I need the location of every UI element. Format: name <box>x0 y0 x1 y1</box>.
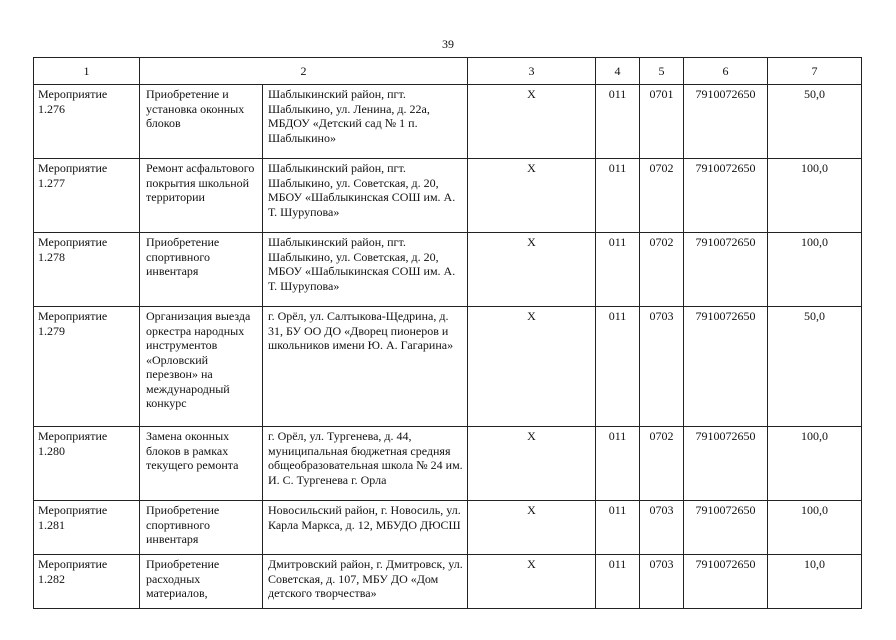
marker-cell: Х <box>468 501 596 555</box>
marker-cell: Х <box>468 159 596 233</box>
address-cell: Дмитровский район, г. Дмитровск, ул. Советская, д. 107, МБУ ДО «Дом детского творчества» <box>263 555 468 609</box>
action-cell: Приобретение и установка оконных блоков <box>140 85 263 159</box>
header-cell-6: 6 <box>684 58 768 85</box>
amount-cell: 10,0 <box>768 555 862 609</box>
section-cell: 0703 <box>640 555 684 609</box>
target-article-cell: 7910072650 <box>684 233 768 307</box>
page-number: 39 <box>442 37 454 51</box>
action-cell: Замена оконных блоков в рамках текущего ремонта <box>140 427 263 501</box>
target-article-cell: 7910072650 <box>684 159 768 233</box>
address-cell: г. Орёл, ул. Салтыкова-Щедрина, д. 31, БУ ОО ДО «Дворец пионеров и школьников имени Ю. А. Гагарина» <box>263 307 468 427</box>
header-cell-4: 4 <box>596 58 640 85</box>
table-body <box>34 85 862 609</box>
table-row <box>34 85 862 159</box>
section-cell: 0702 <box>640 159 684 233</box>
measure-cell: Мероприятие 1.279 <box>34 307 140 427</box>
target-article-cell: 7910072650 <box>684 427 768 501</box>
marker-cell: Х <box>468 233 596 307</box>
table-row <box>34 501 862 555</box>
action-cell: Приобретение спортивного инвентаря <box>140 501 263 555</box>
amount-cell: 100,0 <box>768 427 862 501</box>
amount-cell: 100,0 <box>768 159 862 233</box>
address-cell: Шаблыкинский район, пгт. Шаблыкино, ул. Ленина, д. 22а, МБДОУ «Детский сад № 1 п. Шаблыкино» <box>263 85 468 159</box>
action-cell: Приобретение спортивного инвентаря <box>140 233 263 307</box>
measure-cell: Мероприятие 1.276 <box>34 85 140 159</box>
measure-cell: Мероприятие 1.277 <box>34 159 140 233</box>
code-cell: 011 <box>596 307 640 427</box>
action-cell: Приобретение расходных материалов, <box>140 555 263 609</box>
action-cell: Ремонт асфальтового покрытия школьной территории <box>140 159 263 233</box>
address-cell: г. Орёл, ул. Тургенева, д. 44, муниципальная бюджетная средняя общеобразовательная школа № 24 им. И. С. Тургенева г. Орла <box>263 427 468 501</box>
measure-cell: Мероприятие 1.280 <box>34 427 140 501</box>
table-row <box>34 555 862 609</box>
header-cell-7: 7 <box>768 58 862 85</box>
section-cell: 0701 <box>640 85 684 159</box>
marker-cell: Х <box>468 427 596 501</box>
action-cell: Организация выезда оркестра народных инструментов «Орловский перезвон» на международный конкурс <box>140 307 263 427</box>
amount-cell: 100,0 <box>768 501 862 555</box>
code-cell: 011 <box>596 233 640 307</box>
amount-cell: 50,0 <box>768 85 862 159</box>
code-cell: 011 <box>596 555 640 609</box>
table-header-row <box>34 58 862 85</box>
table-row <box>34 427 862 501</box>
marker-cell: Х <box>468 307 596 427</box>
target-article-cell: 7910072650 <box>684 307 768 427</box>
measure-cell: Мероприятие 1.282 <box>34 555 140 609</box>
code-cell: 011 <box>596 427 640 501</box>
header-cell-3: 3 <box>468 58 596 85</box>
section-cell: 0703 <box>640 307 684 427</box>
code-cell: 011 <box>596 501 640 555</box>
header-cell-1: 1 <box>34 58 140 85</box>
section-cell: 0702 <box>640 233 684 307</box>
section-cell: 0702 <box>640 427 684 501</box>
header-cell-5: 5 <box>640 58 684 85</box>
table-row <box>34 307 862 427</box>
code-cell: 011 <box>596 85 640 159</box>
measure-cell: Мероприятие 1.281 <box>34 501 140 555</box>
marker-cell: Х <box>468 85 596 159</box>
marker-cell: Х <box>468 555 596 609</box>
target-article-cell: 7910072650 <box>684 501 768 555</box>
header-cell-2: 2 <box>140 58 468 85</box>
amount-cell: 50,0 <box>768 307 862 427</box>
target-article-cell: 7910072650 <box>684 85 768 159</box>
section-cell: 0703 <box>640 501 684 555</box>
table-row <box>34 233 862 307</box>
target-article-cell: 7910072650 <box>684 555 768 609</box>
amount-cell: 100,0 <box>768 233 862 307</box>
measure-cell: Мероприятие 1.278 <box>34 233 140 307</box>
code-cell: 011 <box>596 159 640 233</box>
table-row <box>34 159 862 233</box>
budget-table <box>33 57 862 609</box>
address-cell: Шаблыкинский район, пгт. Шаблыкино, ул. Советская, д. 20, МБОУ «Шаблыкинская СОШ им. А. Т. Шурупова» <box>263 159 468 233</box>
address-cell: Шаблыкинский район, пгт. Шаблыкино, ул. Советская, д. 20, МБОУ «Шаблыкинская СОШ им. А. Т. Шурупова» <box>263 233 468 307</box>
address-cell: Новосильский район, г. Новосиль, ул. Карла Маркса, д. 12, МБУДО ДЮСШ <box>263 501 468 555</box>
